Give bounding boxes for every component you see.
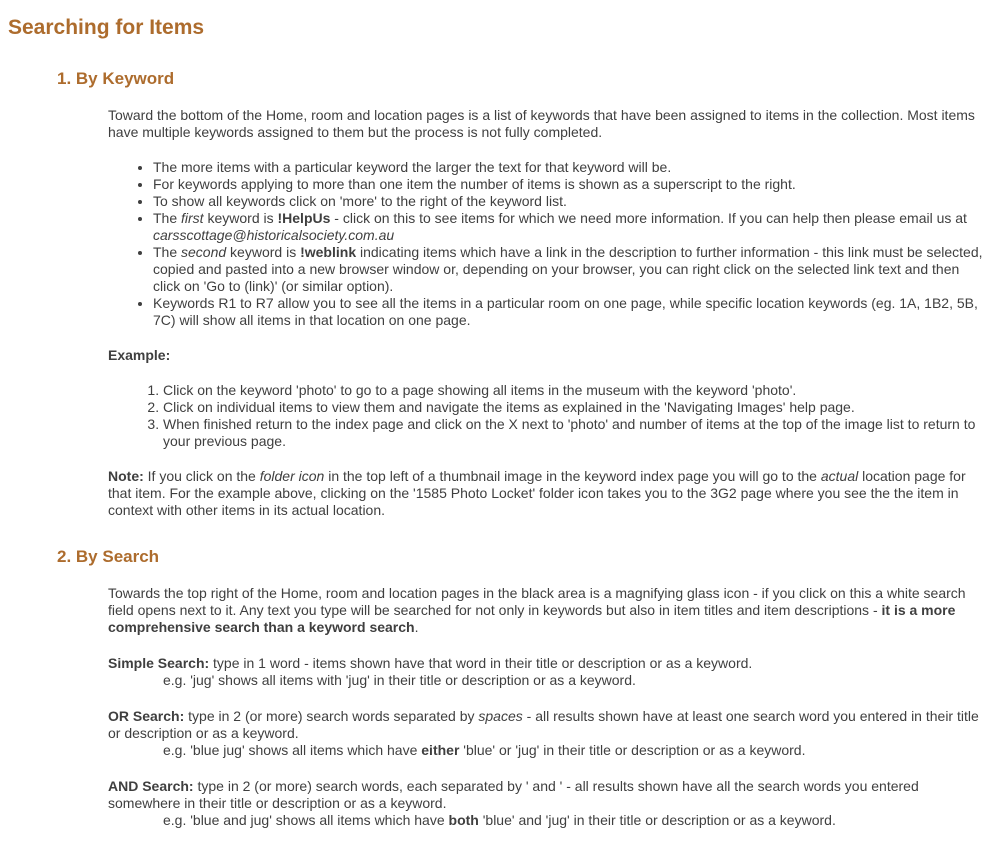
search-type-block [108, 708, 986, 759]
text-segment: keyword is [203, 210, 278, 226]
text-segment: Note: [108, 468, 144, 484]
text-segment: actual [820, 468, 859, 484]
text-segment: 'blue' and 'jug' in their title or description or as a keyword. [478, 812, 836, 828]
section-by-search [8, 546, 988, 829]
text-segment: type in 2 (or more) search words, each separated by ' and ' - all results shown have all the search words you entered somewhere in their title or description or as a keyword. [108, 778, 919, 811]
text-segment: indicating items which have a link in the description to further information - this link must be selected, copied and pasted into a new browser window or, depending on your browser, you can right click on the selected link text and then click on 'Go to (link)' (or similar option). [153, 244, 983, 294]
search-type-example [108, 672, 986, 689]
search-section-content [108, 585, 986, 829]
text-segment: When finished return to the index page and click on the X next to 'photo' and number of items at the top of the image list to return to your previous page. [163, 416, 976, 449]
text-segment: it is a more comprehensive search than a keyword search [108, 602, 956, 635]
section-heading-by-search: 2. By Search [57, 547, 160, 566]
text-segment: type in 1 word - items shown have that word in their title or description or as a keyword. [209, 655, 753, 671]
search-type-description [108, 655, 986, 672]
text-segment: . [414, 619, 419, 635]
search-type-example [108, 812, 986, 829]
example-step-item [163, 416, 986, 450]
text-segment: in the top left of a thumbnail image in the keyword index page you will go to the [324, 468, 821, 484]
search-type-description [108, 778, 986, 812]
text-segment: The [153, 210, 182, 226]
text-segment: e.g. 'blue and jug' shows all items which have [163, 812, 449, 828]
keyword-intro-paragraph [108, 107, 986, 141]
text-segment: e.g. 'blue jug' shows all items which have [163, 742, 422, 758]
text-segment: OR Search: [108, 708, 185, 724]
example-step-item [163, 382, 986, 399]
section-heading-by-keyword: 1. By Keyword [57, 69, 175, 88]
text-segment: e.g. 'jug' shows all items with 'jug' in their title or description or as a keyword. [163, 672, 636, 688]
keyword-bullet-item [153, 193, 986, 210]
example-step-item [163, 399, 986, 416]
text-segment: keyword is [226, 244, 301, 260]
example-step-list [108, 382, 986, 450]
example-label: Example: [108, 347, 171, 363]
note-paragraph [108, 468, 986, 519]
text-segment: 'blue' or 'jug' in their title or description or as a keyword. [459, 742, 806, 758]
text-segment: AND Search: [108, 778, 194, 794]
keyword-bullet-item [153, 244, 986, 295]
text-segment: first [181, 210, 204, 226]
text-segment: both [448, 812, 479, 828]
text-segment: - click on this to see items for which we need more information. If you can help then please email us at [330, 210, 967, 226]
text-segment: The [153, 244, 182, 260]
search-type-block [108, 778, 986, 829]
text-segment: !HelpUs [277, 210, 331, 226]
page-title: Searching for Items [8, 16, 205, 39]
search-type-list [108, 655, 986, 829]
text-segment: If you click on the [143, 468, 260, 484]
text-segment: - all results shown have at least one search word you entered in their title or description or as a keyword. [108, 708, 979, 741]
text-segment: For keywords applying to more than one item the number of items is shown as a superscript to the right. [153, 176, 796, 192]
text-segment: type in 2 (or more) search words separated by [184, 708, 479, 724]
search-intro-paragraph [108, 585, 986, 636]
text-segment: Simple Search: [108, 655, 210, 671]
keyword-section-content [108, 107, 986, 519]
text-segment: !weblink [300, 244, 357, 260]
keyword-bullet-item [153, 295, 986, 329]
text-segment: either [421, 742, 460, 758]
keyword-bullet-item [153, 159, 986, 176]
search-type-description [108, 708, 986, 742]
text-segment: Toward the bottom of the Home, room and location pages is a list of keywords that have been assigned to items in the collection. Most items have multiple keywords assigned to them but the process is not fully completed. [108, 107, 975, 140]
text-segment: Towards the top right of the Home, room and location pages in the black area is a magnifying glass icon - if you click on this a white search field opens next to it. Any text you type will be searched for not only in keywords but also in item titles and item descriptions - [108, 585, 966, 618]
search-type-example [108, 742, 986, 759]
text-segment: second [181, 244, 227, 260]
section-by-keyword [8, 68, 988, 519]
keyword-bullet-item [153, 210, 986, 244]
text-segment: Keywords R1 to R7 allow you to see all the items in a particular room on one page, while specific location keywords (eg. 1A, 1B2, 5B, 7C) will show all items in that location on one page. [153, 295, 978, 328]
text-segment: To show all keywords click on 'more' to the right of the keyword list. [153, 193, 567, 209]
text-segment: spaces [478, 708, 523, 724]
text-segment: The more items with a particular keyword the larger the text for that keyword will be. [153, 159, 672, 175]
text-segment: carsscottage@historicalsociety.com.au [153, 227, 395, 243]
text-segment: folder icon [259, 468, 325, 484]
text-segment: Click on individual items to view them and navigate the items as explained in the 'Navigating Images' help page. [163, 399, 855, 415]
keyword-bullet-list [108, 159, 986, 329]
search-type-block [108, 655, 986, 689]
text-segment: Click on the keyword 'photo' to go to a page showing all items in the museum with the keyword 'photo'. [163, 382, 797, 398]
text-segment: location page for that item. For the example above, clicking on the '1585 Photo Locket' folder icon takes you to the 3G2 page where you see the the item in context with other items in its actual location. [108, 468, 966, 518]
keyword-bullet-item [153, 176, 986, 193]
